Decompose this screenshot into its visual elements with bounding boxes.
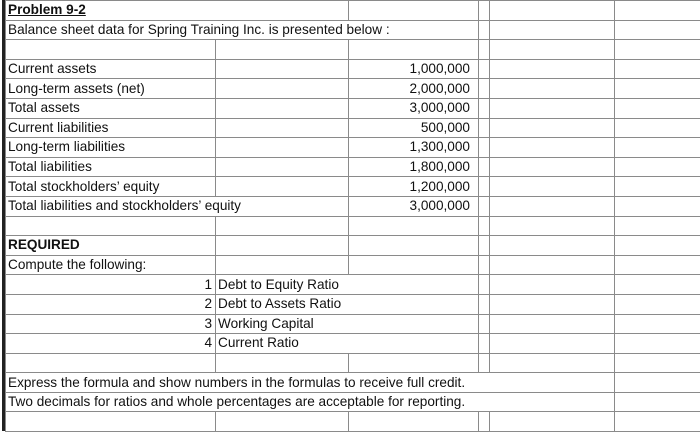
cell[interactable]	[479, 20, 490, 40]
cell[interactable]	[615, 98, 700, 118]
cell[interactable]	[490, 236, 615, 256]
item-label[interactable]: Working Capital	[216, 314, 479, 334]
cell[interactable]	[216, 216, 349, 236]
cell[interactable]	[490, 157, 615, 177]
cell[interactable]	[479, 118, 490, 138]
cell[interactable]	[479, 177, 490, 197]
spreadsheet-grid	[5, 0, 700, 432]
cell[interactable]	[349, 236, 479, 256]
cell[interactable]	[490, 196, 615, 216]
bs-value[interactable]: 500,000	[349, 118, 479, 138]
cell[interactable]	[216, 353, 349, 373]
required-intro[interactable]: Compute the following:	[6, 255, 216, 275]
bs-value[interactable]: 1,300,000	[349, 138, 479, 158]
table-row	[6, 40, 700, 60]
table-row	[6, 275, 700, 295]
bs-label[interactable]: Long-term assets (net)	[6, 79, 216, 99]
cell[interactable]	[615, 138, 700, 158]
cell[interactable]	[615, 255, 700, 275]
table-row	[6, 294, 700, 314]
cell[interactable]	[615, 40, 700, 60]
cell[interactable]	[479, 334, 490, 354]
item-number[interactable]: 4	[6, 334, 216, 354]
cell[interactable]	[490, 20, 615, 40]
table-row	[6, 314, 700, 334]
cell[interactable]	[216, 177, 349, 197]
table-row	[6, 177, 700, 197]
cell[interactable]	[216, 79, 349, 99]
table-row	[6, 118, 700, 138]
table-row	[6, 59, 700, 79]
cell[interactable]	[490, 138, 615, 158]
cell[interactable]	[615, 216, 700, 236]
item-label[interactable]: Current Ratio	[216, 334, 479, 354]
table-row	[6, 334, 700, 354]
cell[interactable]	[349, 255, 479, 275]
table-row	[6, 196, 700, 216]
cell[interactable]	[479, 157, 490, 177]
table-row	[6, 79, 700, 99]
item-label[interactable]: Debt to Assets Ratio	[216, 294, 479, 314]
cell[interactable]	[216, 118, 349, 138]
cell[interactable]	[479, 275, 490, 295]
cell[interactable]	[479, 98, 490, 118]
cell[interactable]	[490, 98, 615, 118]
cell[interactable]	[216, 255, 349, 275]
cell[interactable]	[216, 138, 349, 158]
bs-label[interactable]: Total assets	[6, 98, 216, 118]
cell[interactable]	[216, 40, 349, 60]
cell[interactable]	[479, 412, 490, 432]
cell[interactable]	[216, 157, 349, 177]
table-row	[6, 392, 700, 412]
bs-value[interactable]: 1,200,000	[349, 177, 479, 197]
cell[interactable]	[490, 40, 615, 60]
cell[interactable]	[615, 236, 700, 256]
required-heading[interactable]: REQUIRED	[6, 236, 216, 256]
intro-text[interactable]: Balance sheet data for Spring Training Inc. is presented below :	[6, 20, 479, 40]
bs-label[interactable]: Long-term liabilities	[6, 138, 216, 158]
cell[interactable]	[615, 275, 700, 295]
note-text[interactable]: Two decimals for ratios and whole percentages are acceptable for reporting.	[6, 392, 615, 412]
cell[interactable]	[349, 353, 479, 373]
cell[interactable]	[615, 314, 700, 334]
cell[interactable]	[216, 236, 349, 256]
item-number[interactable]: 3	[6, 314, 216, 334]
cell[interactable]	[490, 59, 615, 79]
cell[interactable]	[479, 255, 490, 275]
table-row	[6, 138, 700, 158]
cell[interactable]	[615, 334, 700, 354]
table-row	[6, 236, 700, 256]
cell[interactable]	[615, 177, 700, 197]
bs-label[interactable]: Current liabilities	[6, 118, 216, 138]
cell[interactable]	[6, 216, 216, 236]
cell[interactable]	[615, 196, 700, 216]
bs-label[interactable]: Total liabilities and stockholders’ equity	[6, 196, 349, 216]
cell[interactable]	[615, 353, 700, 373]
table-row	[6, 98, 700, 118]
table-row	[6, 216, 700, 236]
cell[interactable]	[349, 1, 479, 21]
cell[interactable]	[479, 138, 490, 158]
bs-value[interactable]: 1,000,000	[349, 59, 479, 79]
cell[interactable]	[216, 59, 349, 79]
cell[interactable]	[479, 196, 490, 216]
table-row	[6, 255, 700, 275]
bs-label[interactable]: Total liabilities	[6, 157, 216, 177]
cell[interactable]	[490, 275, 615, 295]
cell[interactable]	[615, 59, 700, 79]
cell[interactable]	[479, 79, 490, 99]
cell[interactable]	[6, 412, 216, 432]
cell[interactable]	[490, 255, 615, 275]
cell[interactable]	[216, 98, 349, 118]
bs-value[interactable]: 2,000,000	[349, 79, 479, 99]
cell[interactable]	[490, 353, 615, 373]
cell[interactable]	[479, 216, 490, 236]
bs-label[interactable]: Total stockholders’ equity	[6, 177, 216, 197]
cell[interactable]	[490, 118, 615, 138]
cell[interactable]	[615, 157, 700, 177]
note-text[interactable]: Express the formula and show numbers in the formulas to receive full credit.	[6, 373, 615, 393]
cell[interactable]	[490, 294, 615, 314]
table-row	[6, 157, 700, 177]
table-row	[6, 1, 700, 21]
table-row	[6, 412, 700, 432]
item-number[interactable]: 1	[6, 275, 216, 295]
cell[interactable]	[615, 373, 700, 393]
bs-label[interactable]: Current assets	[6, 59, 216, 79]
table-row	[6, 20, 700, 40]
cell[interactable]	[615, 20, 700, 40]
cell[interactable]	[615, 294, 700, 314]
cell[interactable]	[479, 40, 490, 60]
cell[interactable]	[490, 177, 615, 197]
cell[interactable]	[479, 353, 490, 373]
cell[interactable]	[490, 314, 615, 334]
cell[interactable]	[615, 118, 700, 138]
cell[interactable]	[216, 412, 349, 432]
cell[interactable]	[479, 314, 490, 334]
table-row	[6, 353, 700, 373]
cell[interactable]	[349, 216, 479, 236]
cell[interactable]	[6, 353, 216, 373]
cell[interactable]	[349, 40, 479, 60]
problem-title[interactable]: Problem 9-2	[6, 1, 349, 21]
table-row	[6, 373, 700, 393]
bs-value[interactable]: 3,000,000	[349, 98, 479, 118]
cell[interactable]	[615, 392, 700, 412]
item-label[interactable]: Debt to Equity Ratio	[216, 275, 479, 295]
cell[interactable]	[6, 40, 216, 60]
cell[interactable]	[490, 334, 615, 354]
cell[interactable]	[615, 412, 700, 432]
bs-value[interactable]: 3,000,000	[349, 196, 479, 216]
cell[interactable]	[479, 59, 490, 79]
bs-value[interactable]: 1,800,000	[349, 157, 479, 177]
cell[interactable]	[479, 294, 490, 314]
cell[interactable]	[490, 216, 615, 236]
cell[interactable]	[479, 236, 490, 256]
cell[interactable]	[490, 1, 615, 21]
item-number[interactable]: 2	[6, 294, 216, 314]
cell[interactable]	[615, 79, 700, 99]
cell[interactable]	[490, 412, 615, 432]
cell[interactable]	[490, 79, 615, 99]
cell[interactable]	[615, 1, 700, 21]
cell[interactable]	[479, 1, 490, 21]
cell[interactable]	[349, 412, 479, 432]
